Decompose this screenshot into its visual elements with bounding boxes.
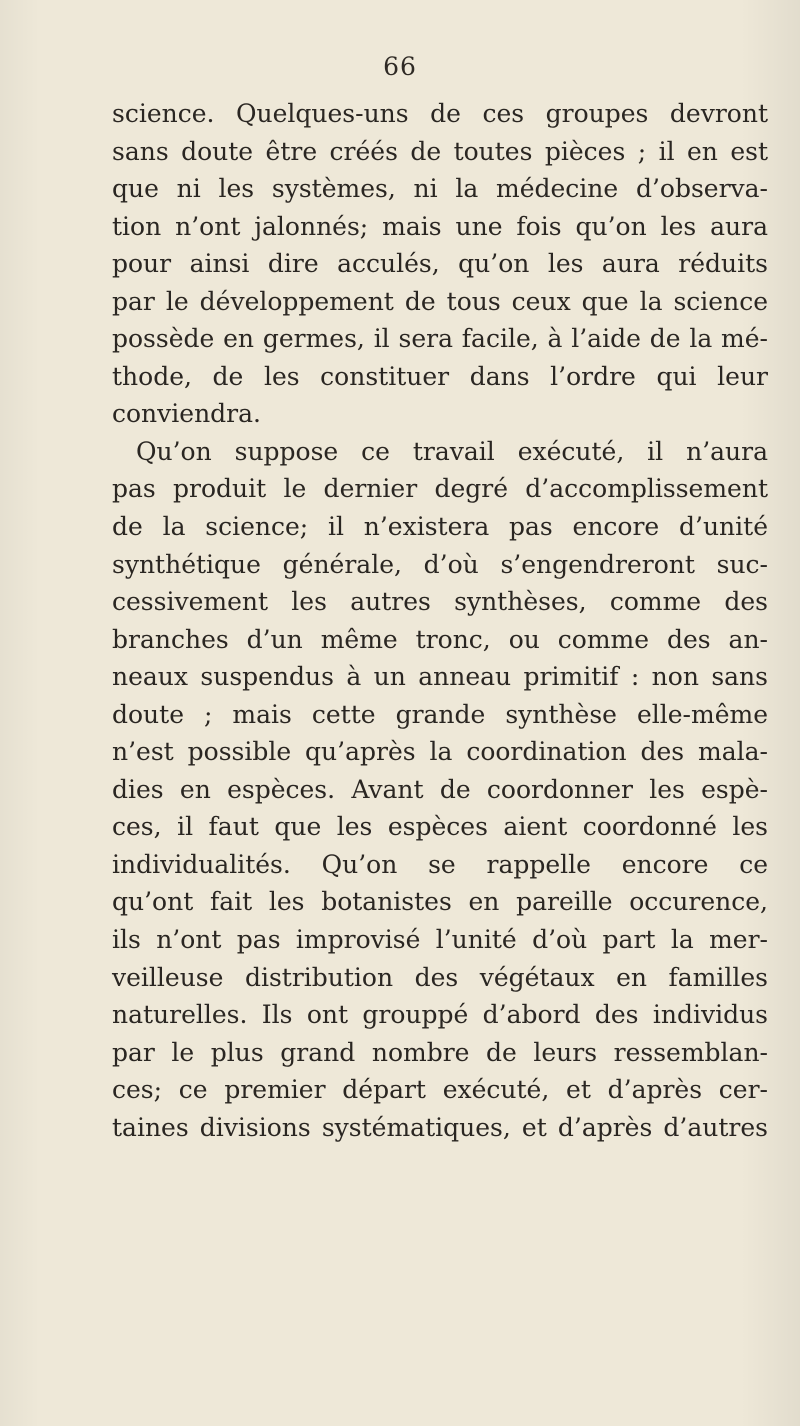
text-line: ils n’ont pas improvisé l’unité d’où part la mer- bbox=[112, 925, 768, 955]
text-line: cessivement les autres synthèses, comme des bbox=[112, 587, 768, 617]
text-line: veilleuse distribution des végétaux en familles bbox=[112, 962, 768, 992]
text-line: conviendra. bbox=[112, 399, 261, 429]
text-line: branches d’un même tronc, ou comme des an- bbox=[112, 624, 768, 654]
body-text bbox=[112, 95, 768, 1146]
text-line: doute ; mais cette grande synthèse elle-même bbox=[112, 699, 768, 729]
text-line: dies en espèces. Avant de coordonner les espè- bbox=[112, 774, 768, 804]
text-line: ces; ce premier départ exécuté, et d’après cer- bbox=[112, 1075, 768, 1105]
text-line: de la science; il n’existera pas encore d’unité bbox=[112, 512, 768, 542]
text-line: pas produit le dernier degré d’accomplissement bbox=[112, 474, 768, 504]
text-line: Qu’on suppose ce travail exécuté, il n’aura bbox=[136, 436, 768, 466]
text-line: tion n’ont jalonnés; mais une fois qu’on les aura bbox=[112, 211, 768, 241]
text-line: science. Quelques-uns de ces groupes devront bbox=[112, 99, 768, 128]
text-line: n’est possible qu’après la coordination des mala- bbox=[112, 737, 768, 767]
page-number: 66 bbox=[383, 52, 417, 81]
text-line: sans doute être créés de toutes pièces ; il en est bbox=[112, 136, 768, 166]
text-line: ces, il faut que les espèces aient coordonné les bbox=[112, 812, 768, 842]
text-line: par le développement de tous ceux que la science bbox=[112, 286, 768, 316]
text-line: taines divisions systématiques, et d’après d’autres bbox=[112, 1112, 768, 1142]
text-line: naturelles. Ils ont grouppé d’abord des individus bbox=[112, 1000, 768, 1030]
text-line: individualités. Qu’on se rappelle encore ce bbox=[112, 849, 768, 879]
text-line: qu’ont fait les botanistes en pareille occurence, bbox=[112, 887, 768, 917]
text-line: thode, de les constituer dans l’ordre qui leur bbox=[112, 361, 768, 391]
text-line: par le plus grand nombre de leurs ressemblan- bbox=[112, 1037, 768, 1067]
text-line: pour ainsi dire acculés, qu’on les aura réduits bbox=[112, 249, 768, 279]
text-line: neaux suspendus à un anneau primitif : non sans bbox=[112, 662, 768, 692]
text-line: possède en germes, il sera facile, à l’aide de la mé- bbox=[112, 324, 768, 354]
text-line: synthétique générale, d’où s’engendreront suc- bbox=[112, 549, 768, 579]
text-line: que ni les systèmes, ni la médecine d’observa- bbox=[112, 174, 768, 204]
